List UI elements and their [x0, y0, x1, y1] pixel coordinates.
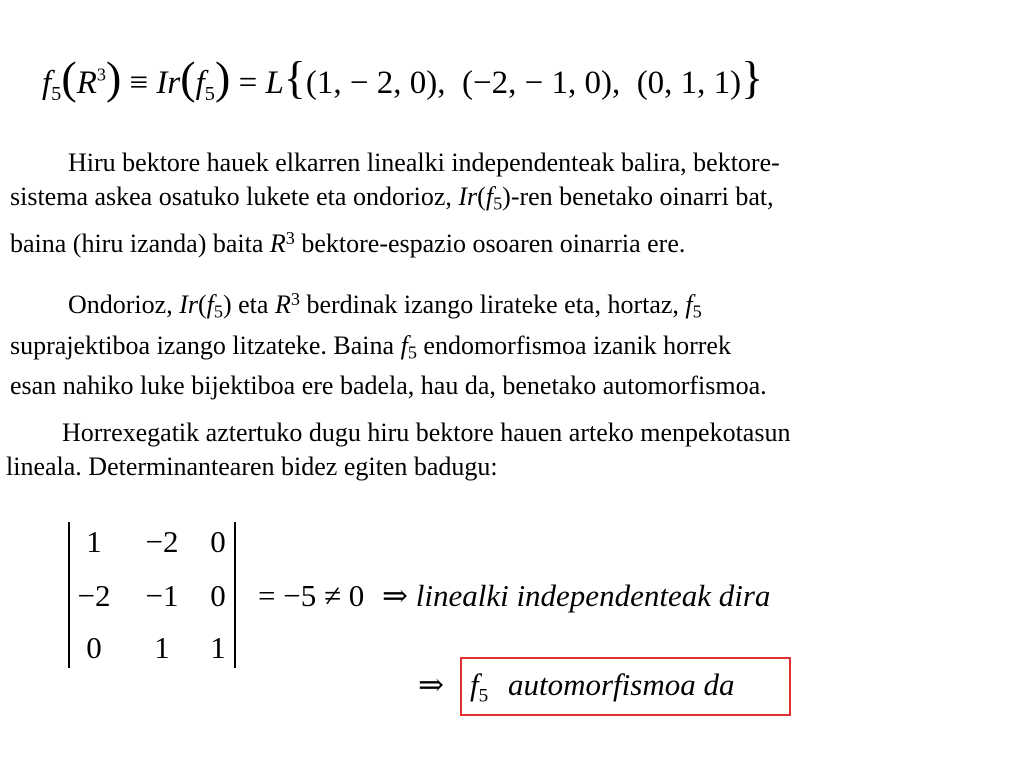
eq-comma-1: , — [437, 65, 446, 101]
final-text: automorfismoa da — [507, 667, 735, 702]
det-cell: 0 — [210, 578, 226, 613]
eq-vector-2: (−2, − 1, 0) — [461, 65, 612, 101]
eq-f2-sub: 5 — [204, 83, 215, 106]
eq-lbrace: { — [283, 52, 306, 103]
p1-line-2-sub: 5 — [493, 193, 503, 214]
p2-line-1-c: berdinak izango lirateke eta, hortaz, — [299, 290, 686, 320]
p1-line-2-f: f — [485, 182, 494, 211]
p3-line-2 — [6, 450, 790, 484]
implies-arrow-2: ⇒ — [418, 667, 444, 702]
det-cell: −1 — [145, 578, 179, 613]
eq-R-sup: 3 — [96, 64, 106, 85]
det-cell: 0 — [86, 630, 102, 665]
eq-paren-open-2: ( — [180, 52, 196, 103]
p3-line-1-text: Horrexegatik aztertuko dugu hiru bektore hauen arteko menpekotasun — [62, 418, 791, 447]
p2-line-1-a: Ondorioz, — [68, 290, 180, 320]
p2-line-2 — [10, 329, 767, 370]
p1-line-3-R: R — [269, 228, 286, 258]
top-equation — [42, 52, 764, 106]
p2-line-1-f2: f — [685, 290, 693, 320]
p1-line-3-a: baina (hiru izanda) baita — [10, 228, 270, 258]
p2-line-2-sub: 5 — [407, 342, 417, 363]
p1-line-3-b: bektore-espazio osoaren oinarria ere. — [294, 228, 686, 258]
paragraph-2 — [10, 282, 767, 403]
p2-line-1-f: f — [206, 290, 214, 320]
p2-line-1-ir: Ir — [179, 290, 198, 320]
p2-line-2-b: endomorfismoa izanik horrek — [416, 330, 731, 360]
final-conclusion — [470, 667, 734, 708]
eq-equals: = — [238, 65, 258, 101]
eq-rbrace: } — [741, 52, 764, 103]
p2-line-2-a: suprajektiboa izango litzateke. Baina — [10, 330, 401, 360]
det-conclusion: linealki independenteak dira — [415, 578, 771, 613]
eq-f: f — [42, 65, 52, 101]
p2-line-1-R: R — [274, 290, 291, 320]
p1-line-2-ir: Ir — [458, 182, 478, 211]
p3-line-1 — [6, 416, 790, 450]
det-cell: 1 — [210, 630, 226, 665]
eq-span-L: L — [265, 65, 284, 101]
eq-paren-close: ) — [105, 52, 122, 103]
p1-line-2: sistema askea osatuko lukete eta ondorioz, Ir(f5)-ren benetako oinarri bat, — [10, 182, 774, 214]
det-result-value: = −5 ≠ 0 — [258, 578, 365, 613]
p2-line-3 — [10, 369, 767, 403]
determinant-result — [258, 578, 770, 614]
eq-vector-3: (0, 1, 1) — [636, 65, 742, 101]
p1-line-2-a: sistema askea osatuko lukete eta ondorioz, — [10, 182, 459, 211]
eq-paren-close-2: ) — [214, 52, 231, 103]
p1-line-3-sup: 3 — [285, 227, 295, 248]
paragraph-3 — [6, 416, 790, 484]
p2-line-1: Ondorioz, Ir(f5) eta $R^3$ berdinak izango lirateke eta, hortaz, f5 — [68, 289, 702, 322]
p2-line-1-b: ) eta — [222, 290, 275, 320]
eq-f2: f — [195, 65, 205, 101]
p2-line-3-text: esan nahiko luke bijektiboa ere badela, hau da, benetako automorfismoa. — [10, 371, 767, 401]
determinant-matrix — [68, 522, 236, 668]
p2-line-1-sub2: 5 — [692, 301, 702, 322]
eq-Ir: Ir — [156, 65, 181, 101]
p2-line-1-sup: 3 — [290, 289, 300, 309]
implies-arrow-1: ⇒ — [381, 578, 408, 613]
det-cell: 1 — [86, 524, 102, 559]
final-f-sub: 5 — [478, 685, 489, 707]
p1-line-1 — [10, 146, 780, 180]
eq-vector-1: (1, − 2, 0) — [305, 65, 438, 101]
paragraph-1 — [10, 146, 780, 261]
p3-line-2-text: lineala. Determinantearen bidez egiten badugu: — [6, 452, 498, 481]
eq-comma-2: , — [611, 65, 621, 101]
p1-line-1-text: Hiru bektore hauek elkarren linealki independenteak balira, bektore- — [68, 148, 780, 177]
p1-line-2-b: )-ren benetako oinarri bat, — [502, 182, 774, 211]
eq-R: R — [76, 65, 97, 101]
p2-line-1-sub: 5 — [213, 301, 223, 322]
p1-line-3 — [10, 221, 780, 261]
det-cell: −2 — [77, 578, 111, 613]
final-f: f — [470, 667, 479, 702]
p2-line-2-f: f — [400, 330, 408, 360]
det-cell: 1 — [154, 630, 170, 665]
det-cell: 0 — [210, 524, 226, 559]
eq-paren-open: ( — [61, 52, 77, 103]
eq-f-sub: 5 — [51, 83, 62, 106]
eq-equiv: ≡ — [129, 65, 149, 101]
det-cell: −2 — [145, 524, 179, 559]
